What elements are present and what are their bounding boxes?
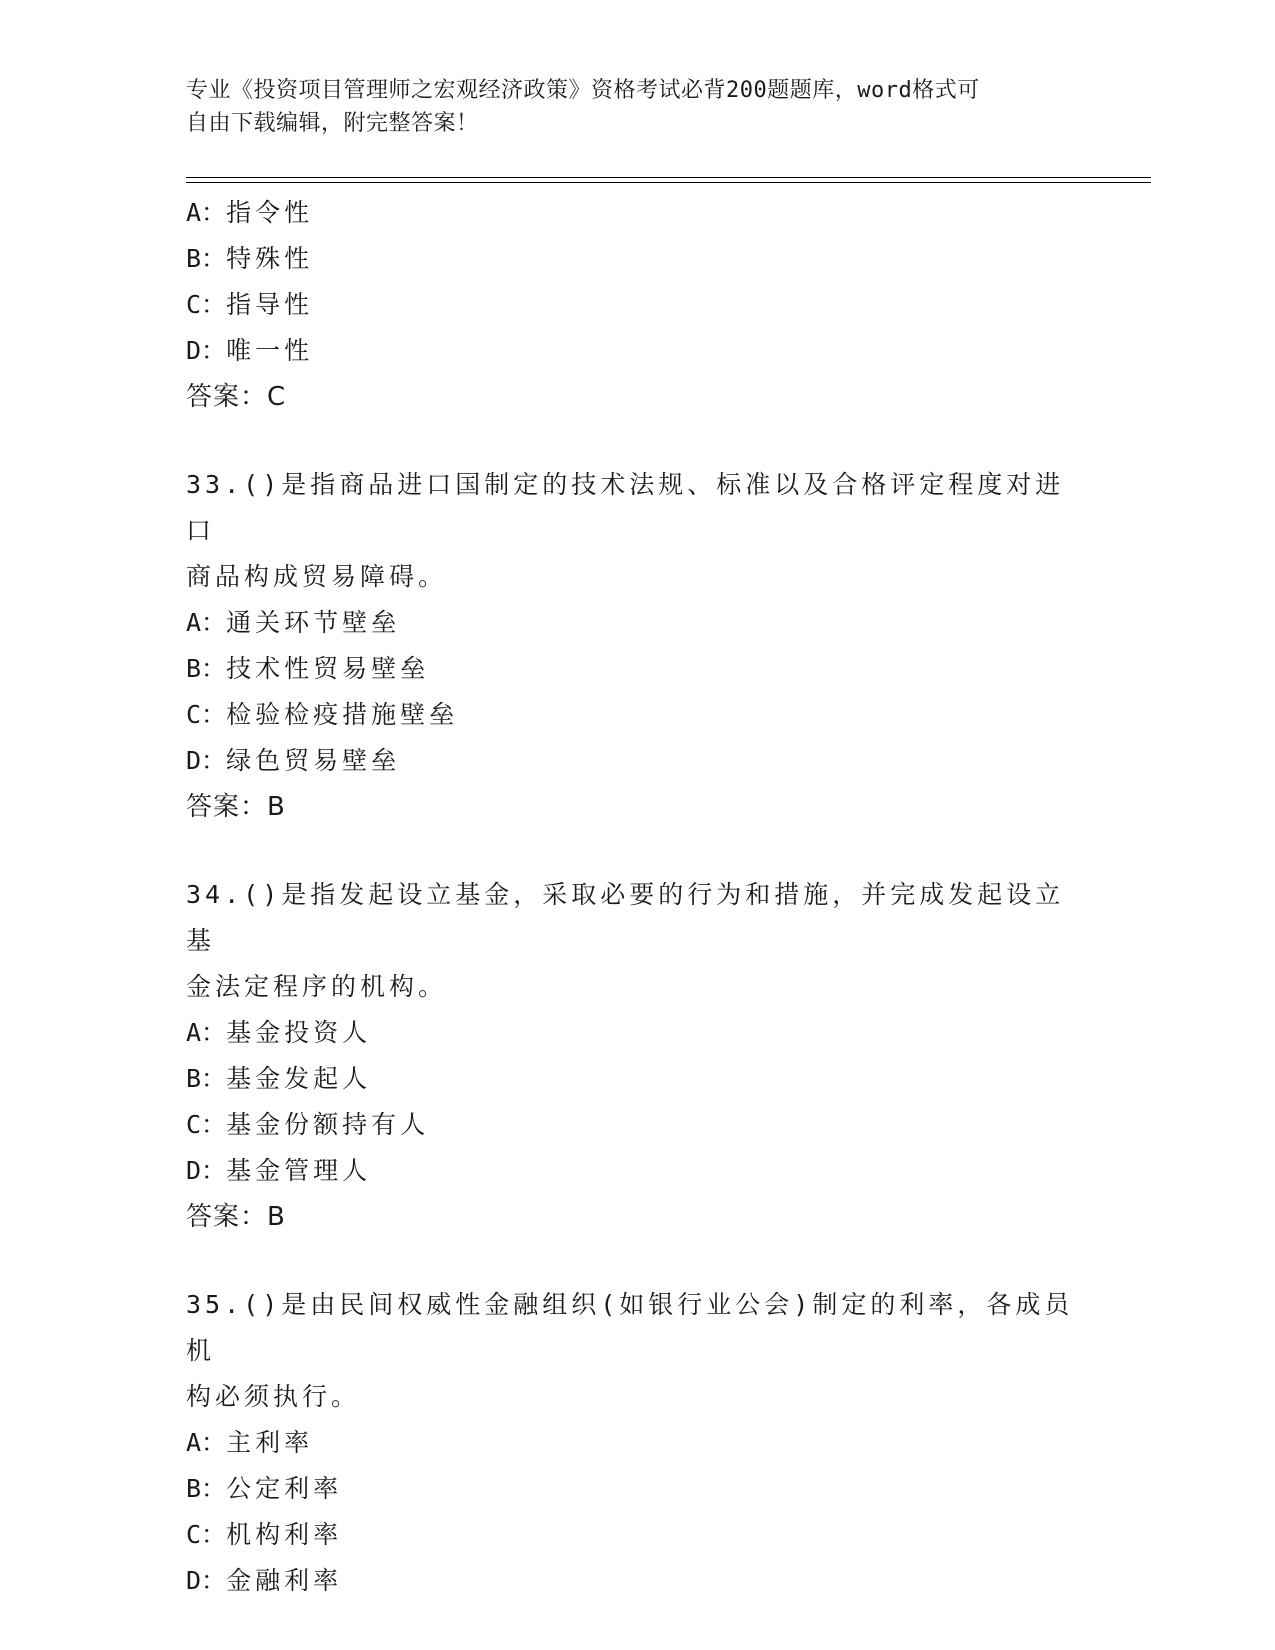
question-34 (186, 872, 1086, 1240)
question-35 (186, 1282, 1086, 1604)
option-d: D：金融利率 (186, 1566, 343, 1595)
option-d: D：基金管理人 (186, 1156, 372, 1185)
option-a: A：主利率 (186, 1428, 314, 1457)
option-c: C：检验检疫措施壁垒 (186, 700, 459, 729)
option-a: A：指令性 (186, 198, 314, 227)
option-b: B：特殊性 (186, 244, 314, 273)
option-c: C：指导性 (186, 290, 314, 319)
header-divider-bottom (186, 182, 1151, 183)
option-c: C：基金份额持有人 (186, 1110, 430, 1139)
question-stem: 33.()是指商品进口国制定的技术法规、标准以及合格评定程度对进口 商品构成贸易障碍。 (186, 470, 1065, 591)
option-d: D：绿色贸易壁垒 (186, 746, 401, 775)
answer-line: 答案：B (186, 792, 286, 822)
answer-line: 答案：C (186, 382, 287, 412)
header-line-2: 自由下载编辑，附完整答案！ (186, 111, 479, 136)
option-c: C：机构利率 (186, 1520, 343, 1549)
question-33 (186, 462, 1086, 830)
option-a: A：通关环节壁垒 (186, 608, 401, 637)
question-stem: 34.()是指发起设立基金，采取必要的行为和措施，并完成发起设立基 金法定程序的机构。 (186, 880, 1065, 1001)
question-stem: 35.()是由民间权威性金融组织(如银行业公会)制定的利率，各成员机 构必须执行。 (186, 1290, 1074, 1411)
question-list (186, 190, 1086, 1604)
option-b: B：技术性贸易壁垒 (186, 654, 430, 683)
option-b: B：基金发起人 (186, 1064, 372, 1093)
answer-line: 答案：B (186, 1202, 286, 1232)
document-header (186, 74, 1086, 140)
question-32 (186, 190, 1086, 420)
option-b: B：公定利率 (186, 1474, 343, 1503)
header-line-1: 专业《投资项目管理师之宏观经济政策》资格考试必背200题题库，word格式可 (186, 78, 980, 103)
option-a: A：基金投资人 (186, 1018, 372, 1047)
header-divider-top (186, 177, 1151, 178)
option-d: D：唯一性 (186, 336, 314, 365)
